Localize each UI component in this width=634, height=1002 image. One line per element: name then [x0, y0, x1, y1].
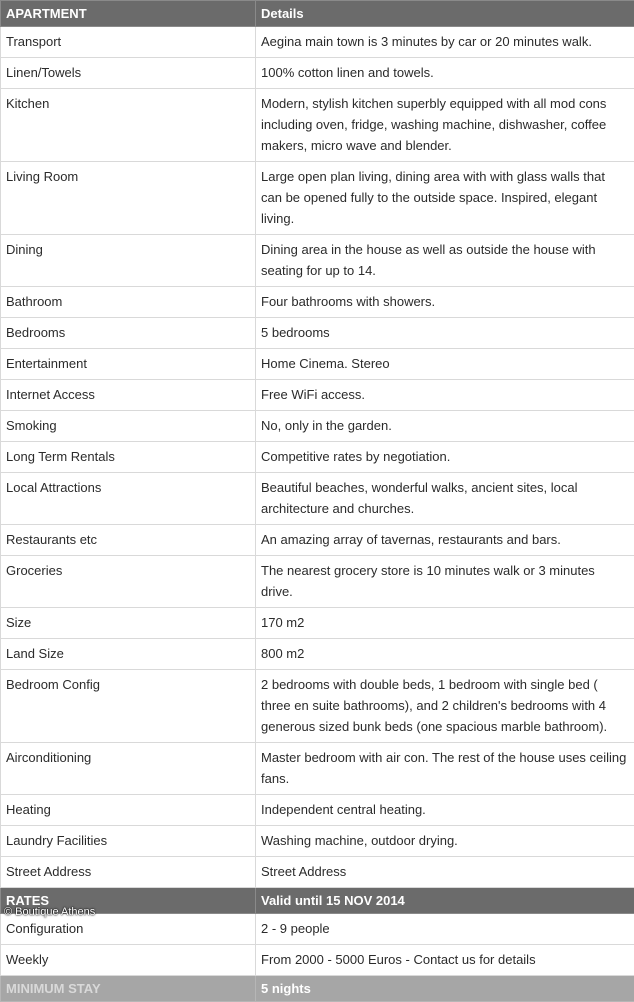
- table-row: [1, 89, 634, 162]
- table-row: [1, 795, 634, 826]
- details-table-body: [1, 1, 634, 1002]
- row-value: Aegina main town is 3 minutes by car or 20 minutes walk.: [256, 27, 634, 58]
- row-label: RATES: [1, 888, 256, 914]
- photo-credit: © Boutique Athens: [4, 906, 95, 918]
- row-label: Entertainment: [1, 349, 256, 380]
- table-row: [1, 945, 634, 976]
- row-value: Modern, stylish kitchen superbly equipped with all mod cons including oven, fridge, washing machine, dishwasher, coffee makers, micro wave and blender.: [256, 89, 634, 162]
- row-label: Bathroom: [1, 287, 256, 318]
- row-value: 5 bedrooms: [256, 318, 634, 349]
- row-value: 2 - 9 people: [256, 914, 634, 945]
- table-row: [1, 608, 634, 639]
- row-value: Four bathrooms with showers.: [256, 287, 634, 318]
- row-value: Dining area in the house as well as outside the house with seating for up to 14.: [256, 235, 634, 287]
- table-row: [1, 162, 634, 235]
- row-label: Weekly: [1, 945, 256, 976]
- table-row: [1, 318, 634, 349]
- row-label: Land Size: [1, 639, 256, 670]
- table-row: [1, 349, 634, 380]
- row-value: 2 bedrooms with double beds, 1 bedroom with single bed ( three en suite bathrooms), and 2 children's bedrooms with 4 generous sized bunk beds (one spacious marble bathroom).: [256, 670, 634, 743]
- row-label: Laundry Facilities: [1, 826, 256, 857]
- row-value: 100% cotton linen and towels.: [256, 58, 634, 89]
- row-label: Smoking: [1, 411, 256, 442]
- row-label: Groceries: [1, 556, 256, 608]
- row-value: Street Address: [256, 857, 634, 888]
- row-value: Free WiFi access.: [256, 380, 634, 411]
- table-row: [1, 473, 634, 525]
- table-row: [1, 442, 634, 473]
- row-label: Bedrooms: [1, 318, 256, 349]
- row-value: Independent central heating.: [256, 795, 634, 826]
- table-row: [1, 380, 634, 411]
- apartment-header-row: [1, 1, 634, 27]
- row-value: An amazing array of tavernas, restaurants and bars.: [256, 525, 634, 556]
- row-label: Heating: [1, 795, 256, 826]
- apartment-header-details: Details: [256, 1, 634, 27]
- table-row: [1, 670, 634, 743]
- row-value: Beautiful beaches, wonderful walks, ancient sites, local architecture and churches.: [256, 473, 634, 525]
- row-label: Kitchen: [1, 89, 256, 162]
- row-value: 800 m2: [256, 639, 634, 670]
- row-value: 5 nights: [256, 976, 634, 1002]
- row-value: Washing machine, outdoor drying.: [256, 826, 634, 857]
- row-value: From 2000 - 5000 Euros - Contact us for details: [256, 945, 634, 976]
- row-label: Bedroom Config: [1, 670, 256, 743]
- minimum-stay-row: [1, 976, 634, 1002]
- table-row: [1, 235, 634, 287]
- table-row: [1, 556, 634, 608]
- row-label: Local Attractions: [1, 473, 256, 525]
- apartment-header-label: APARTMENT: [1, 1, 256, 27]
- table-row: [1, 58, 634, 89]
- table-row: [1, 639, 634, 670]
- table-row: [1, 743, 634, 795]
- row-value: Home Cinema. Stereo: [256, 349, 634, 380]
- table-row: [1, 27, 634, 58]
- row-label: Size: [1, 608, 256, 639]
- row-label: Dining: [1, 235, 256, 287]
- rates-header-row: [1, 888, 634, 914]
- row-label: Street Address: [1, 857, 256, 888]
- row-label: Internet Access: [1, 380, 256, 411]
- row-label: Airconditioning: [1, 743, 256, 795]
- row-label: MINIMUM STAY: [1, 976, 256, 1002]
- row-value: Competitive rates by negotiation.: [256, 442, 634, 473]
- table-row: [1, 287, 634, 318]
- row-value: 170 m2: [256, 608, 634, 639]
- row-label: Restaurants etc: [1, 525, 256, 556]
- row-label: Transport: [1, 27, 256, 58]
- table-row: [1, 826, 634, 857]
- row-value: No, only in the garden.: [256, 411, 634, 442]
- row-value: Master bedroom with air con. The rest of the house uses ceiling fans.: [256, 743, 634, 795]
- row-label: Living Room: [1, 162, 256, 235]
- row-value: The nearest grocery store is 10 minutes walk or 3 minutes drive.: [256, 556, 634, 608]
- row-label: Long Term Rentals: [1, 442, 256, 473]
- table-row: [1, 411, 634, 442]
- table-row: [1, 857, 634, 888]
- row-label: Configuration: [1, 914, 256, 945]
- row-value: Large open plan living, dining area with with glass walls that can be opened fully to the outside space. Inspired, elegant living.: [256, 162, 634, 235]
- row-value: Valid until 15 NOV 2014: [256, 888, 634, 914]
- table-row: [1, 914, 634, 945]
- row-label: Linen/Towels: [1, 58, 256, 89]
- table-row: [1, 525, 634, 556]
